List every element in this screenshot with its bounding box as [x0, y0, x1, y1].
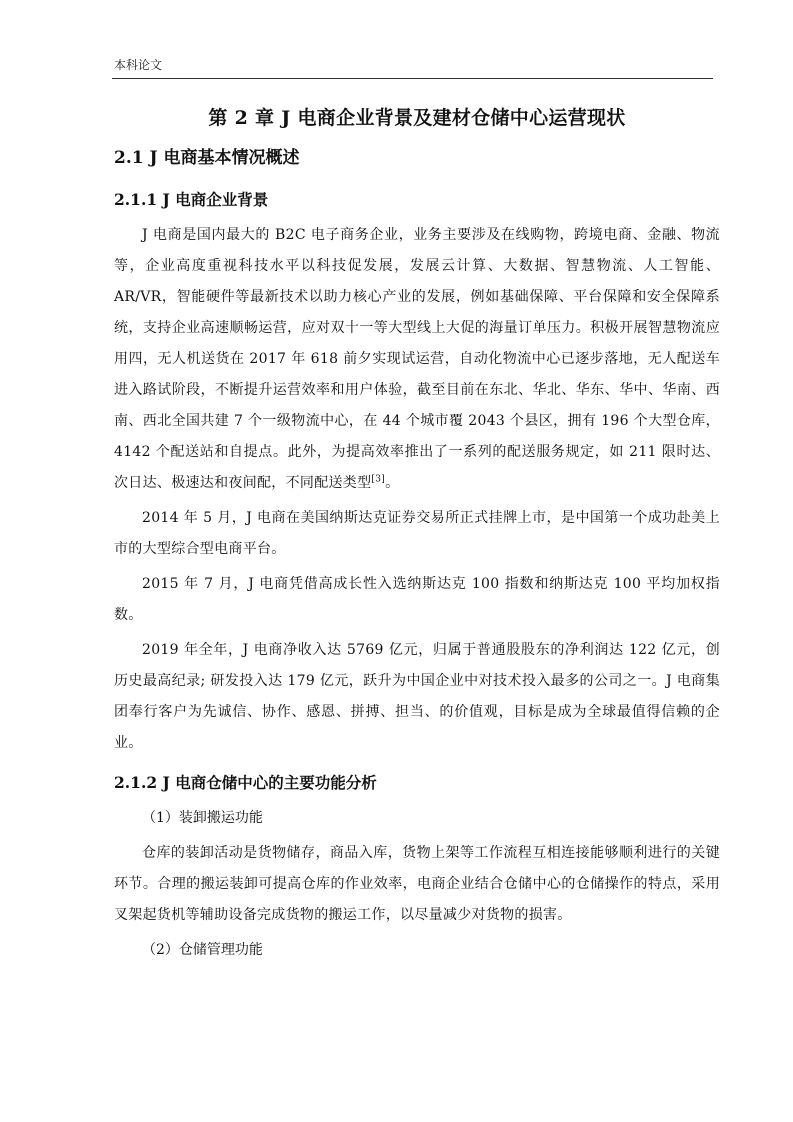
- paragraph-end: 。: [385, 475, 400, 491]
- body-paragraph: 2019 年全年，J 电商净收入达 5769 亿元，归属于普通股股东的净利润达 122 亿元，创历史最高纪录; 研发投入达 179 亿元，跃升为中国企业中对技术投入最多的公司之一。J 电商集团奉行客户为先诚信、协作、感恩、拼搏、担当、的价值观，目标是成为全球最值得信赖的企业。: [114, 642, 720, 751]
- page-content: [114, 100, 720, 970]
- section-heading-2-1-2: 2.1.2 J 电商仓储中心的主要功能分析: [114, 773, 377, 792]
- body-paragraph: 2014 年 5 月，J 电商在美国纳斯达克证券交易所正式挂牌上市，是中国第一个成功赴美上市的大型综合型电商平台。: [114, 510, 720, 557]
- body-paragraph: 2015 年 7 月，J 电商凭借高成长性入选纳斯达克 100 指数和纳斯达克 100 平均加权指数。: [114, 576, 720, 623]
- paragraph-text: J 电商是国内最大的 B2C 电子商务企业，业务主要涉及在线购物，跨境电商、金融、物流等，企业高度重视科技水平以科技促发展，发展云计算、大数据、智慧物流、人工智能、AR/VR，智能硬件等最新技术以助力核心产业的发展，例如基础保障、平台保障和安全保障系统，支持企业高速顺畅运营，应对双十一等大型线上大促的海量订单压力。积极开展智慧物流应用四，无人机送货在 2017 年 618 前夕实现试运营，自动化物流中心已逐步落地，无人配送车进入路试阶段，不断提升运营效率和用户体验，截至目前在东北、华北、华东、华中、华南、西南、西北全国共建 7 个一级物流中心，在 44 个城市覆 2043 个县区，拥有 196 个大型仓库，4142 个配送站和自提点。此外，为提高效率推出了一系列的配送服务规定，如 211 限时达、次日达、极速达和夜间配，不同配送类型: [114, 227, 720, 491]
- body-paragraph: 仓库的装卸活动是货物储存，商品入库，货物上架等工作流程互相连接能够顺利进行的关键环节。合理的搬运装卸可提高仓库的作业效率，电商企业结合仓储中心的仓储操作的特点，采用叉架起货机等辅助设备完成货物的搬运工作，以尽量减少对货物的损害。: [114, 845, 720, 923]
- section-heading-2-1: 2.1 J 电商基本情况概述: [114, 148, 300, 168]
- chapter-title: 第 2 章 J 电商企业背景及建材仓储中心运营现状: [208, 107, 626, 129]
- section-heading-2-1-1: 2.1.1 J 电商企业背景: [114, 190, 269, 209]
- list-item-heading: （2）仓储管理功能: [142, 942, 263, 958]
- running-header: 本科论文: [114, 58, 163, 72]
- citation-ref: [3]: [371, 474, 386, 485]
- list-item-heading: （1）装卸搬运功能: [142, 810, 263, 826]
- body-paragraph: [114, 220, 720, 499]
- header-divider: [112, 78, 713, 79]
